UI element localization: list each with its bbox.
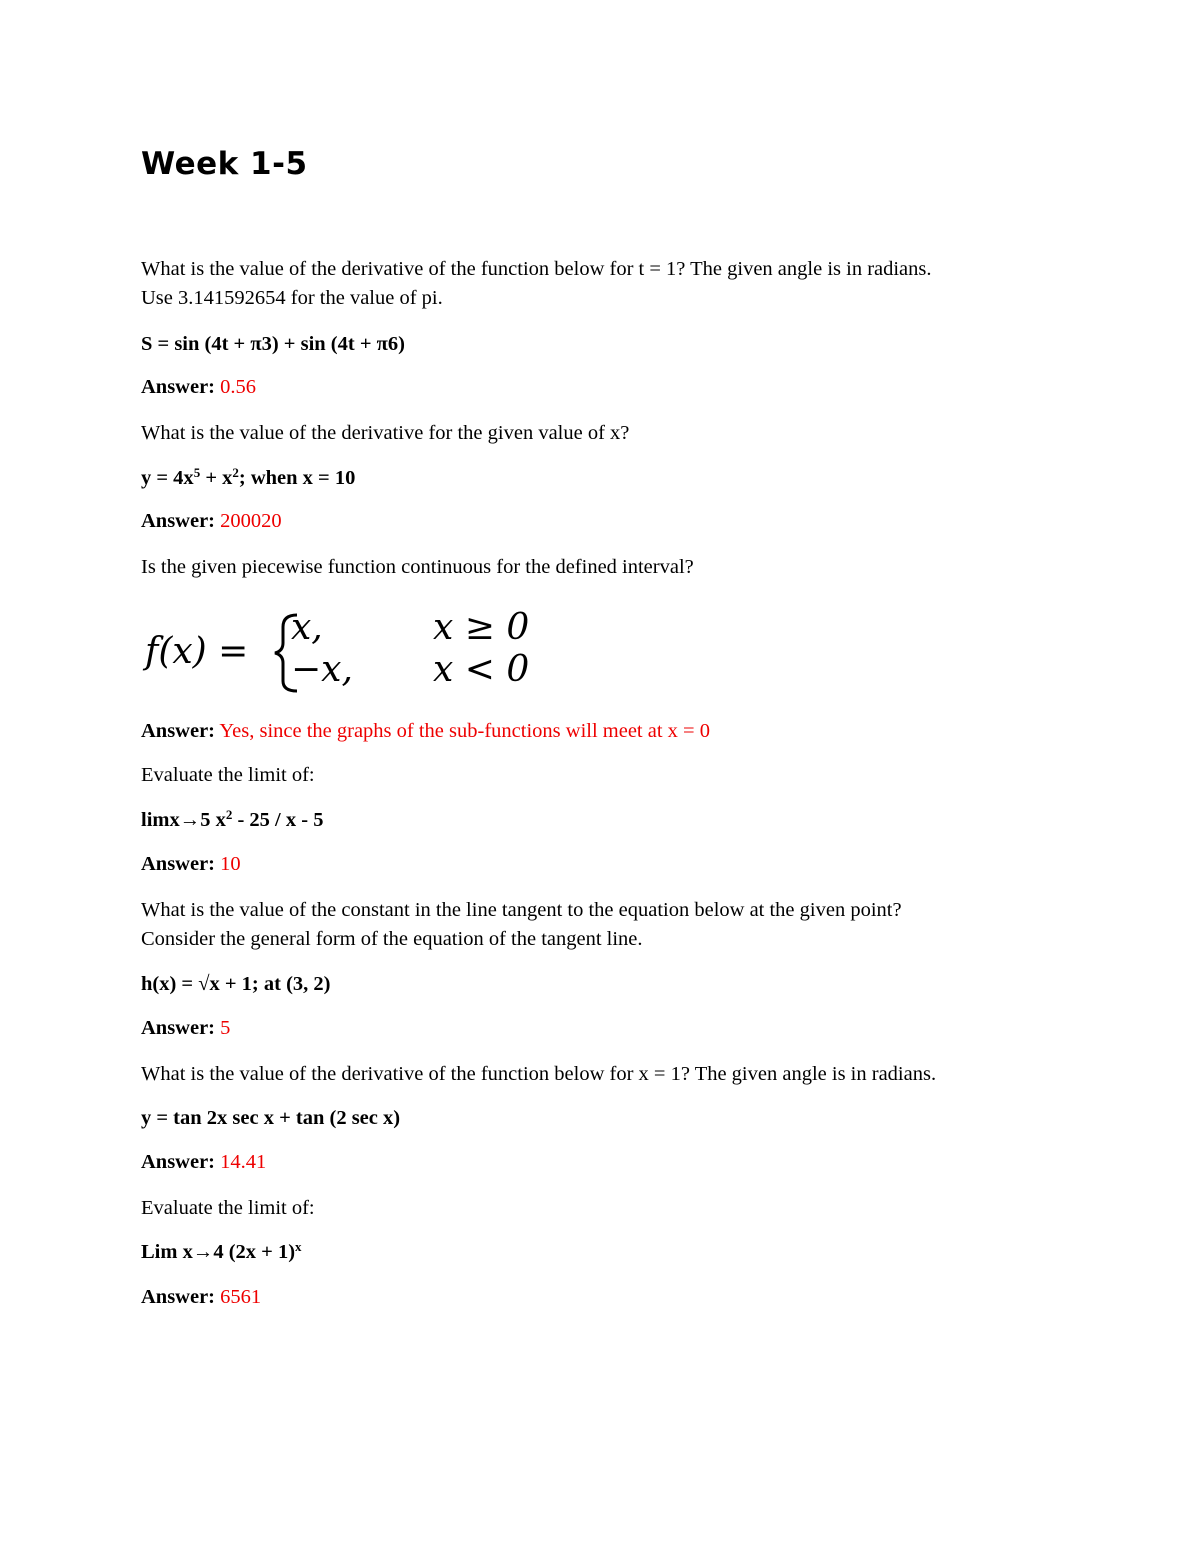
q2-eq-part1: y = 4x [141,467,194,489]
q7-question: Evaluate the limit of: [141,1197,315,1219]
q6-question: What is the value of the derivative of the function below for x = 1? The given angle is in radians. [141,1063,937,1085]
q6-equation: y = tan 2x sec x + tan (2 sec x) [141,1107,401,1129]
q7-equation [141,1238,302,1266]
q2-eq-exp2: 2 [232,465,239,480]
q4-eq-exp: 2 [225,807,233,822]
q3-answer [141,717,710,745]
q2-eq-exp1: 5 [193,465,201,480]
q7-eq-part1: Lim x→4 (2x + 1) [141,1241,296,1263]
q2-eq-part3: ; when x = 10 [238,467,356,489]
answer-label: Answer: [141,510,216,532]
q1-equation: S = sin (4t + π3) + sin (4t + π6) [141,333,405,355]
q1-question-line2: Use 3.141592654 for the value of pi. [141,287,443,309]
q2-equation [141,464,355,492]
piecewise-case2-cond: x < 0 [433,649,530,690]
q7-answer [141,1283,261,1311]
q7-answer-value: 6561 [220,1286,262,1308]
q1-question-line1: What is the value of the derivative of the function below for t = 1? The given angle is in radians. [141,258,932,280]
q3-answer-value: Yes, since the graphs of the sub-functions will meet at x = 0 [219,720,710,742]
q1-answer [141,373,256,401]
q5-equation: h(x) = √x + 1; at (3, 2) [141,973,331,995]
answer-label: Answer: [141,853,216,875]
q3-question: Is the given piecewise function continuous for the defined interval? [141,556,694,578]
q2-answer-value: 200020 [220,510,282,532]
q4-answer-value: 10 [220,853,241,875]
piecewise-lhs: f(x) = [145,631,249,672]
piecewise-case1-expr: x, [291,607,323,648]
q2-answer [141,507,282,535]
q4-question: Evaluate the limit of: [141,764,315,786]
q5-question-line2: Consider the general form of the equation of the tangent line. [141,928,643,950]
q2-eq-part2: + x [200,467,233,489]
piecewise-case2-expr: −x, [291,649,353,690]
piecewise-case1-cond: x ≥ 0 [433,607,530,648]
q1-answer-value: 0.56 [220,376,257,398]
q4-eq-part2: - 25 / x - 5 [232,809,324,831]
answer-label: Answer: [141,1286,216,1308]
q6-answer-value: 14.41 [220,1151,267,1173]
page-title: Week 1-5 [141,146,308,182]
answer-label: Answer: [141,1017,216,1039]
q6-answer [141,1148,266,1176]
q5-question-line1: What is the value of the constant in the line tangent to the equation below at the given point? [141,899,902,921]
q4-eq-part1: limx→5 x [141,809,226,831]
answer-label: Answer: [141,720,216,742]
q4-equation [141,806,323,834]
q7-eq-exp: x [295,1239,302,1254]
piecewise-function [141,603,561,698]
q2-question: What is the value of the derivative for the given value of x? [141,422,630,444]
answer-label: Answer: [141,376,216,398]
q4-answer [141,850,241,878]
answer-label: Answer: [141,1151,216,1173]
q5-answer-value: 5 [220,1017,231,1039]
q5-answer [141,1014,230,1042]
